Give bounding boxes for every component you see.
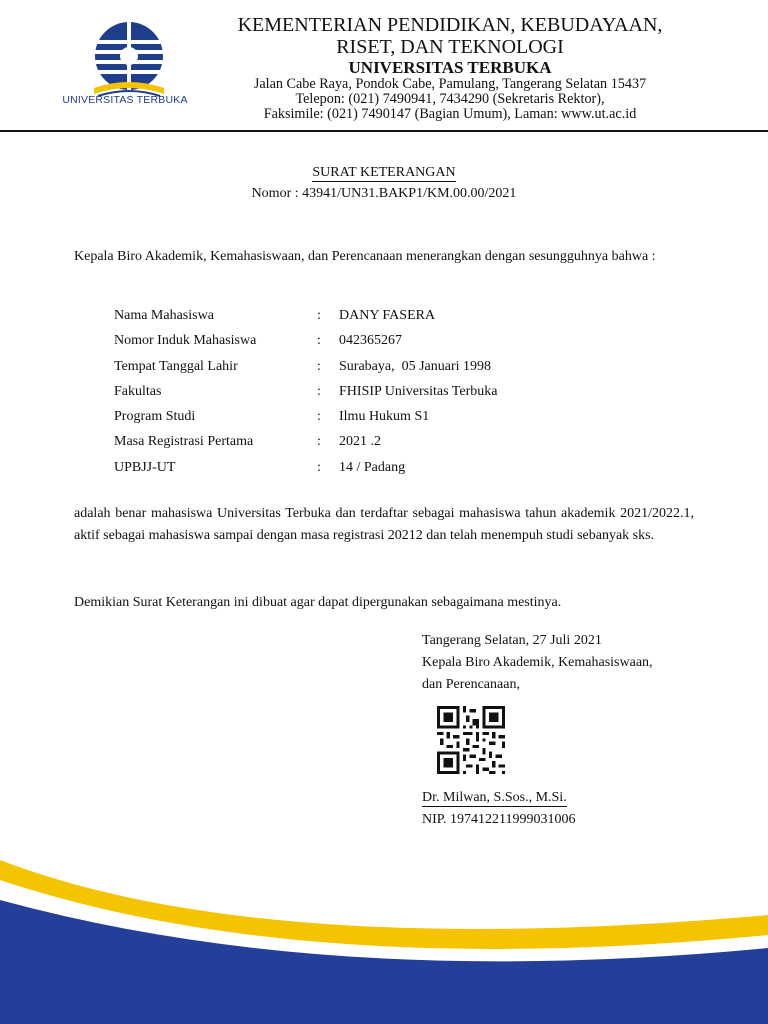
field-row: [114, 333, 497, 358]
position-line1: Kepala Biro Akademik, Kemahasiswaan,: [422, 655, 653, 670]
field-value: DANY FASERA: [339, 308, 436, 323]
field-separator: :: [317, 333, 321, 349]
closing-paragraph: Demikian Surat Keterangan ini dibuat agar dapat dipergunakan sebagaimana mestinya.: [74, 595, 562, 610]
letter-number: Nomor : 43941/UN31.BAKP1/KM.00.00/2021: [251, 186, 517, 201]
field-label: Masa Registrasi Pertama: [114, 434, 254, 450]
ministry-line1: KEMENTERIAN PENDIDIKAN, KEBUDAYAAN,: [237, 14, 663, 36]
field-value: Surabaya, 05 Januari 1998: [339, 358, 492, 374]
footer-wave-decoration: [0, 820, 768, 1024]
field-value: 2021 .2: [339, 434, 381, 450]
signatory-name: Dr. Milwan, S.Sos., M.Si.: [422, 790, 567, 805]
field-label: Fakultas: [114, 383, 162, 399]
field-separator: :: [317, 358, 321, 374]
field-label: Nomor Induk Mahasiswa: [114, 333, 257, 349]
university-name: UNIVERSITAS TERBUKA: [348, 58, 552, 77]
field-value: 042365267: [339, 333, 402, 349]
field-label: Program Studi: [114, 409, 196, 425]
field-label: Nama Mahasiswa: [114, 308, 214, 323]
field-row: [114, 460, 497, 485]
phone: Telepon: (021) 7490941, 7434290 (Sekretaris Rektor),: [295, 91, 605, 107]
field-row: [114, 359, 497, 384]
field-label: Tempat Tanggal Lahir: [114, 358, 238, 374]
field-separator: :: [317, 308, 321, 323]
position-line2: dan Perencanaan,: [422, 677, 520, 692]
body-paragraph: adalah benar mahasiswa Universitas Terbuka dan terdaftar sebagai mahasiswa tahun akademik 2021/2022.1, aktif sebagai mahasiswa sampai dengan masa registrasi 20212 dan telah menempuh studi sebanyak sks.: [74, 506, 694, 543]
field-row: [114, 308, 497, 333]
intro-paragraph: Kepala Biro Akademik, Kemahasiswaan, dan Perencanaan menerangkan dengan sesungguhnya bahwa :: [74, 249, 656, 264]
field-separator: :: [317, 459, 321, 475]
field-separator: :: [317, 383, 321, 399]
qr-code-icon: [437, 706, 505, 774]
logo-text: UNIVERSITAS TERBUKA: [62, 94, 188, 106]
field-separator: :: [317, 409, 321, 425]
letter-title: SURAT KETERANGAN: [312, 165, 456, 180]
field-value: 14 / Padang: [339, 459, 406, 475]
ministry-line2: RISET, DAN TEKNOLOGI: [336, 36, 564, 58]
field-separator: :: [317, 434, 321, 450]
field-value: FHISIP Universitas Terbuka: [339, 383, 498, 399]
fax-website: Faksimile: (021) 7490147 (Bagian Umum), Laman: www.ut.ac.id: [263, 106, 637, 122]
place-date: Tangerang Selatan, 27 Juli 2021: [422, 633, 602, 648]
student-details: [114, 308, 497, 485]
header-divider: [0, 130, 768, 132]
field-row: [114, 409, 497, 434]
field-row: [114, 384, 497, 409]
signatory-nip: NIP. 197412211999031006: [422, 812, 576, 827]
signature-block: [422, 630, 653, 696]
field-value: Ilmu Hukum S1: [339, 409, 430, 425]
address: Jalan Cabe Raya, Pondok Cabe, Pamulang, Tangerang Selatan 15437: [253, 76, 647, 92]
field-row: [114, 434, 497, 459]
field-label: UPBJJ-UT: [114, 459, 176, 475]
